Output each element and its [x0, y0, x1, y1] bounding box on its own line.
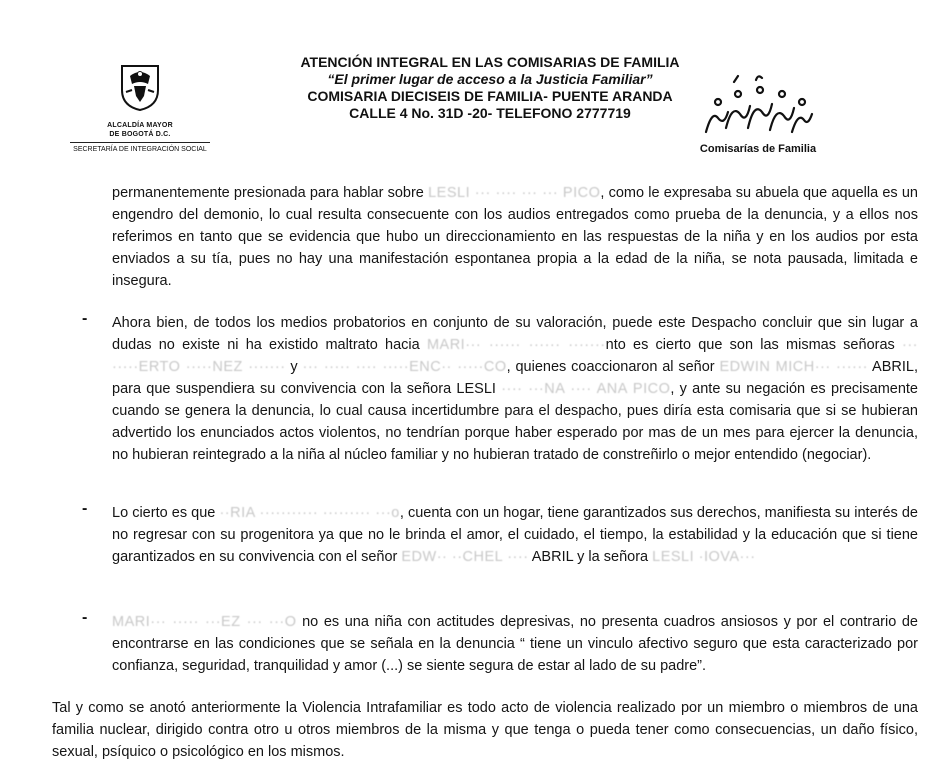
text-run: permanentemente presionada para hablar sobre: [112, 185, 429, 201]
paragraph-bullet-3: [112, 611, 918, 677]
redacted-name: LESLI ·IOVA···: [652, 549, 756, 565]
header-address: CALLE 4 No. 31D -20- TELEFONO 2777719: [349, 105, 631, 121]
redacted-name: LESLI ··· ···· ··· ··· PICO: [428, 185, 601, 201]
paragraph-bullet-1: [112, 312, 918, 466]
redacted-name: ··· ····· ···· ·····ENC·· ·····CO: [302, 359, 507, 375]
comisarias-logo-block: [688, 72, 828, 155]
alcaldia-line1: ALCALDÍA MAYOR: [107, 122, 173, 129]
redacted-name: EDWIN MICH··· ······: [719, 359, 869, 375]
bullet-dash: -: [82, 609, 88, 626]
coat-of-arms-icon: [118, 62, 162, 112]
bullet-dash: -: [82, 310, 88, 327]
text-run: , como le expresaba su abuela que aquella es un engendro del demonio, lo cual resulta consecuente con los audios entregados como prueba de la denuncia, y a ellos nos referimos en tanto que se evidencia que hubo un direccionamiento en las respuestas de la niña y en los audios por esta enviados a su tía, pues no hay una manifestación espontanea propia a la edad de la niña, se nota pausada, limitada e insegura.: [112, 185, 919, 289]
header-comisaria: COMISARIA DIECISEIS DE FAMILIA- PUENTE ARANDA: [307, 88, 673, 104]
header-title: ATENCIÓN INTEGRAL EN LAS COMISARIAS DE FAMILIA: [300, 54, 680, 70]
text-run: nto es cierto que son las mismas señoras: [605, 337, 902, 353]
logo-divider: [70, 142, 210, 143]
bullet-dash: -: [82, 500, 88, 517]
paragraph-final: Tal y como se anotó anteriormente la Violencia Intrafamiliar es todo acto de violencia realizado por un miembro o miembros de una familia nuclear, dirigido contra otro u otros miembros de la misma y que tenga o pueda tener como consecuencias, un daño físico, sexual, psíquico o psicológico en los mismos.: [52, 700, 918, 760]
redacted-name: MARI··· ······ ······ ·······: [426, 337, 606, 353]
text-run: y: [285, 359, 303, 375]
document-header: [255, 54, 725, 122]
paragraph-bullet-2: [112, 502, 918, 568]
text-run: , cuenta con un hogar, tiene garantizados sus derechos, manifiesta su interés de no regresar con su progenitora ya que no le brinda el amor, el cuidado, el tiempo, la estabilidad y la educación que si tiene garantizados en su convivencia con el señor: [112, 505, 918, 565]
redacted-name: MARI··· ····· ···EZ ··· ···O: [112, 614, 297, 630]
header-slogan: “El primer lugar de acceso a la Justicia Familiar”: [327, 71, 653, 87]
redacted-name: ···· ···NA ···· ANA PICO: [501, 381, 671, 397]
text-run: Lo cierto es que: [112, 505, 220, 521]
text-run: Ahora bien, de todos los medios probatorios en conjunto de su valoración, puede este Despacho concluir que sin lugar a dudas no existe ni ha existido maltrato hacia: [112, 315, 918, 353]
family-figures-icon: [698, 72, 818, 142]
text-run: , y ante su negación es precisamente cuando se genera la denuncia, lo cual causa incertidumbre para el despacho, pues diría esta comisaria que si se hubieran advertido los enunciados actos violentos, no tendrían porque haber esperado por mas de un mes para ejercer la denuncia, no hubieran reintegrado a la niña al núcleo familiar y no hubieran tratado de constreñirlo o mejor entendido (negociar).: [112, 381, 918, 463]
comisarias-caption: Comisarías de Familia: [699, 143, 817, 155]
text-run: ABRIL, para que suspendiera su convivencia con la señora LESLI: [112, 359, 918, 397]
alcaldia-line2: DE BOGOTÁ D.C.: [109, 131, 171, 138]
text-run: , quienes coaccionaron al señor: [506, 359, 720, 375]
redacted-name: EDW·· ··CHEL ····: [401, 549, 529, 565]
text-run: no es una niña con actitudes depresivas, no presenta cuadros ansiosos y por el contrario de encontrarse en las condiciones que se señala en la denuncia “ tiene un vinculo afectivo seguro que esta caracterizado por confianza, seguridad, tranquilidad y amor (...) se siente segura de estar al lado de su padre”.: [112, 614, 918, 674]
redacted-name: ··· ·····ERTO ·····NEZ ·······: [112, 337, 918, 375]
redacted-name: ··RIA ··········· ········· ···o: [219, 505, 400, 521]
alcaldia-logo-block: [70, 62, 210, 154]
paragraph-continuation: [112, 182, 918, 292]
text-run: ABRIL y la señora: [528, 549, 653, 565]
secretaria-label: SECRETARÍA DE INTEGRACIÓN SOCIAL: [73, 146, 207, 153]
